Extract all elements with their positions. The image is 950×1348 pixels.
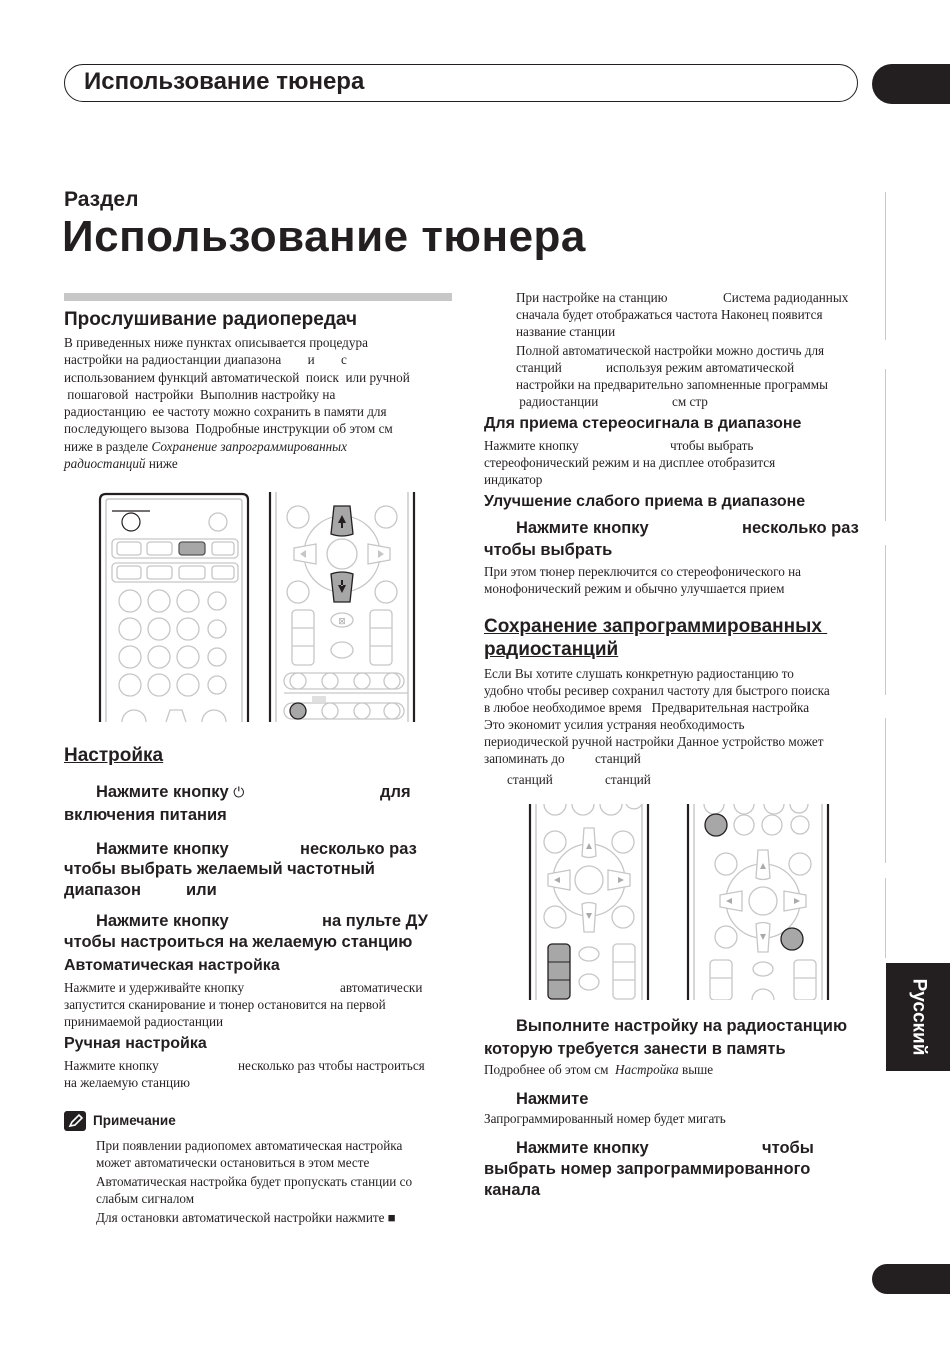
listening-paragraph: В приведенных ниже пунктах описывается процедура настройки на радиостанции диапазона и с использованием функций автоматической поиск или ручной пошаговой настройки Выполнив настройку на радиостанцию ее частоту можно сохранить в памяти для последующего вызова Подробные инструкции об этом см ниже в разделе Сохранение запрограммированных радиостанций ниже (64, 335, 410, 472)
page-number-tab (872, 1264, 950, 1294)
presets-heading: Сохранение запрограммированных (484, 616, 828, 637)
power-icon: ⏻ (233, 785, 245, 801)
page-title: Использование тюнера (62, 212, 586, 261)
pencil-icon (64, 1111, 86, 1131)
power-button (122, 513, 140, 531)
remote-illustration-preset-select (686, 804, 830, 1000)
highlighted-button (781, 928, 803, 950)
auto-tuning-heading: Автоматическая настройка (64, 957, 280, 974)
chapter-number-tab (872, 64, 950, 104)
svg-text:⊠: ⊠ (338, 617, 346, 627)
remote-illustration-power-band (98, 492, 250, 722)
side-divider (885, 718, 886, 863)
store-step2: Нажмите (516, 1090, 589, 1108)
side-divider (885, 369, 886, 521)
tuning-step1: Нажмите кнопку ⏻ (96, 783, 245, 801)
note-title: Примечание (93, 1113, 176, 1128)
header-title: Использование тюнера (84, 68, 365, 95)
side-divider (885, 878, 886, 958)
side-divider (885, 545, 886, 695)
tuning-heading: Настройка (64, 745, 164, 766)
tuning-step2: Нажмите кнопку (96, 840, 229, 858)
band-button (179, 542, 205, 555)
highlighted-button (290, 703, 306, 719)
language-tab (886, 963, 950, 1071)
store-step3: Нажмите кнопку (516, 1139, 649, 1157)
store-step1: Выполните настройку на радиостанцию (516, 1017, 848, 1035)
highlighted-button (705, 814, 727, 836)
tuning-step3: Нажмите кнопку (96, 912, 229, 930)
section-bar (64, 293, 452, 301)
side-divider (885, 192, 886, 340)
stereo-heading: Для приема стереосигнала в диапазоне (484, 415, 802, 432)
weak-reception-heading: Улучшение слабого приема в диапазоне (484, 493, 806, 510)
remote-illustration-tune-buttons (268, 492, 416, 722)
section-label: Раздел (64, 188, 139, 211)
manual-tuning-heading: Ручная настройка (64, 1035, 207, 1052)
preset-button (548, 944, 570, 999)
remote-illustration-memory (528, 804, 650, 1000)
listening-heading: Прослушивание радиопередач (64, 309, 358, 330)
language-label: Русский (908, 978, 929, 1056)
